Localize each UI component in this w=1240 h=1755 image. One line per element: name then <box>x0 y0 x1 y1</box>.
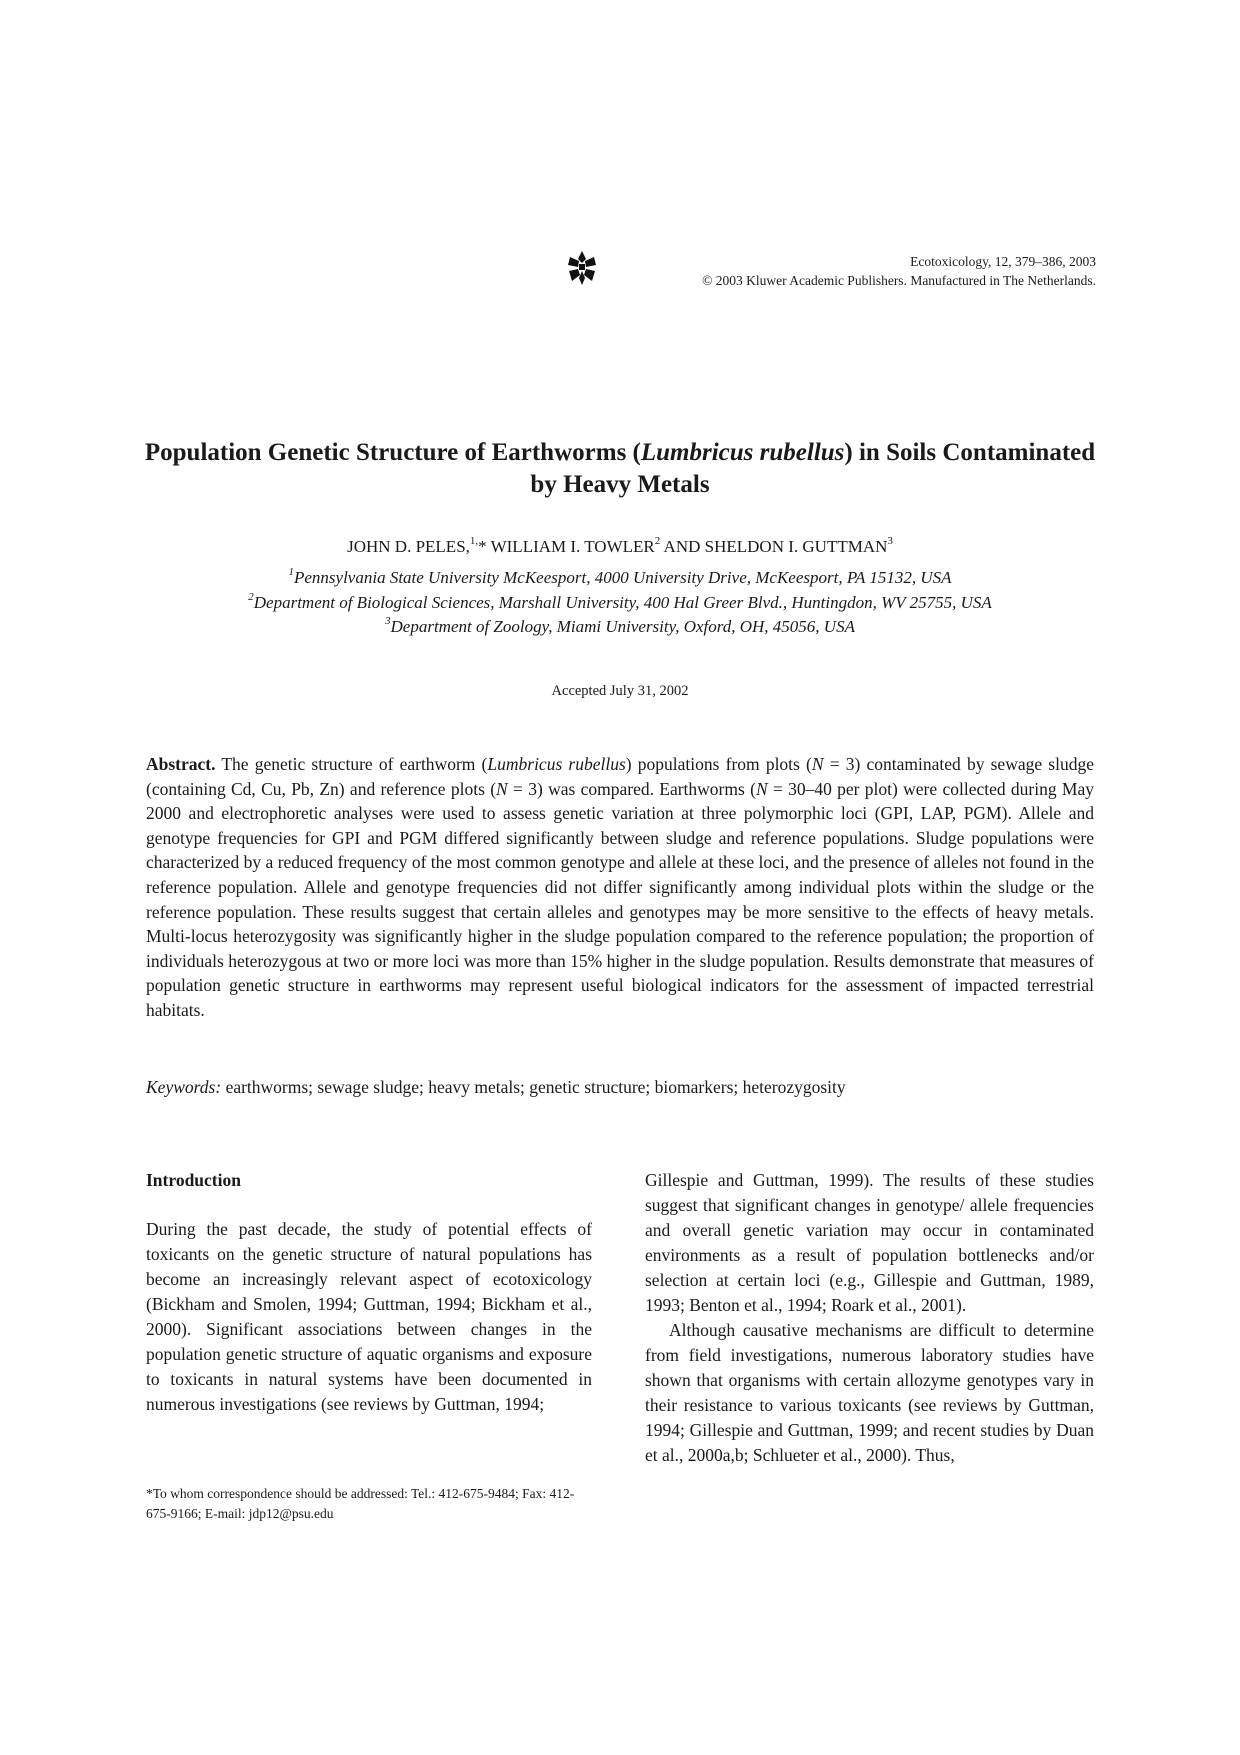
body-paragraph: Gillespie and Guttman, 1999). The results of these studies suggest that significant changes in genotype/ allele frequencies and overall genetic variation may occur in contaminated environments as a result of population bottlenecks and/or selection at certain loci (e.g., Gillespie and Guttman, 1989, 1993; Benton et al., 1994; Roark et al., 2001). <box>645 1170 1094 1315</box>
abstract-label: Abstract. <box>146 754 216 774</box>
keywords <box>146 1075 1094 1099</box>
title-text-2: ) in Soils Contaminated by Heavy Metals <box>530 439 1096 498</box>
author-1-affil: 1, <box>469 535 479 548</box>
body-paragraph: Although causative mechanisms are difficult to determine from field investigations, numerous laboratory studies have shown that organisms with certain allozyme genotypes vary in their resistance to various toxicants (see reviews by Guttman, 1994; Gillespie and Guttman, 1999; and recent studies by Duan et al., 2000a,b; Schlueter et al., 2000). Thus, <box>645 1320 1094 1465</box>
affiliation-3-mark: 3 <box>385 615 391 628</box>
footnote-text: To whom correspondence should be addressed: Tel.: 412-675-9484; Fax: 412-675-9166; E-mail: jdp12@psu.edu <box>146 1486 575 1521</box>
paper-title <box>140 437 1100 501</box>
correspondence-footnote <box>146 1484 592 1524</box>
affiliation-3 <box>140 615 1100 640</box>
right-column <box>645 1168 1094 1468</box>
affiliation-2 <box>140 591 1100 616</box>
affiliation-1 <box>140 566 1100 591</box>
journal-header <box>702 252 1096 290</box>
abstract-species: Lumbricus rubellus <box>487 754 626 774</box>
author-1: JOHN D. PELES, <box>347 537 470 556</box>
corresponding-mark: * <box>478 537 487 556</box>
abstract <box>146 752 1094 1023</box>
author-3-affil: 3 <box>887 535 893 548</box>
footnote-mark: * <box>146 1486 153 1501</box>
abstract-n: N <box>811 754 824 774</box>
affiliation-3-text: Department of Zoology, Miami University, Oxford, OH, 45056, USA <box>390 617 855 636</box>
abstract-text: The genetic structure of earthworm ( <box>215 754 488 774</box>
accepted-date: Accepted July 31, 2002 <box>551 683 689 699</box>
abstract-n: N <box>496 778 508 799</box>
author-list <box>140 536 1100 558</box>
abstract-n: N <box>755 778 768 799</box>
section-heading-introduction: Introduction <box>146 1170 241 1190</box>
title-text-1: Population Genetic Structure of Earthworms ( <box>144 439 641 466</box>
affiliation-2-mark: 2 <box>248 590 254 603</box>
author-2-affil: 2 <box>654 535 661 548</box>
affiliations <box>140 566 1100 640</box>
keywords-list: earthworms; sewage sludge; heavy metals; genetic structure; biomarkers; heterozygosity <box>221 1077 846 1097</box>
abstract-text: = 3) was compared. Earthworms ( <box>507 778 756 799</box>
abstract-text: = 30–40 per plot) were collected during May 2000 and electrophoretic analyses were used to assess genetic variation at three polymorphic loci (GPI, LAP, PGM). Allele and genotype frequencies for GPI and PGM differed significantly between sludge and reference populations. Sludge populations were characterized by a reduced frequency of the most common genotype and allele at these loci, and the presence of alleles not found in the reference population. Allele and genotype frequencies did not differ significantly among individual plots within the sludge or the reference population. These results suggest that certain alleles and genotypes may be more sensitive to the effects of heavy metals. Multi-locus heterozygosity was significantly higher in the sludge population compared to the reference population; the proportion of individuals heterozygous at two or more loci was more than 15% higher in the sludge population. Results demonstrate that measures of population genetic structure in earthworms may represent useful biological indicators for the assessment of impacted terrestrial habitats. <box>146 778 1094 1020</box>
affiliation-2-text: Department of Biological Sciences, Marshall University, 400 Hal Greer Blvd., Huntingdon, WV 25755, USA <box>253 592 992 612</box>
journal-citation: Ecotoxicology, 12, 379–386, 2003 <box>910 254 1096 269</box>
left-column <box>146 1168 592 1417</box>
affiliation-1-text: Pennsylvania State University McKeesport, 4000 University Drive, McKeesport, PA 15132, USA <box>293 568 952 587</box>
body-paragraph: During the past decade, the study of potential effects of toxicants on the genetic structure of natural populations has become an increasingly relevant aspect of ecotoxicology (Bickham and Smolen, 1994; Guttman, 1994; Bickham et al., 2000). Significant associations between changes in the population genetic structure of aquatic organisms and exposure to toxicants in natural systems have been documented in numerous investigations (see reviews by Guttman, 1994; <box>146 1219 592 1414</box>
author-3: AND SHELDON I. GUTTMAN <box>660 537 888 556</box>
publisher-logo-icon <box>566 251 598 285</box>
abstract-text: = 3) contaminated by sewage sludge (containing Cd, Cu, Pb, Zn) and reference plots ( <box>146 754 1094 799</box>
title-species: Lumbricus rubellus <box>640 439 845 466</box>
keywords-label: Keywords: <box>146 1077 222 1097</box>
copyright-line: © 2003 Kluwer Academic Publishers. Manufactured in The Netherlands. <box>702 273 1096 288</box>
affiliation-1-mark: 1 <box>288 566 294 579</box>
abstract-text: ) populations from plots ( <box>625 754 812 774</box>
author-2: WILLIAM I. TOWLER <box>486 537 655 556</box>
